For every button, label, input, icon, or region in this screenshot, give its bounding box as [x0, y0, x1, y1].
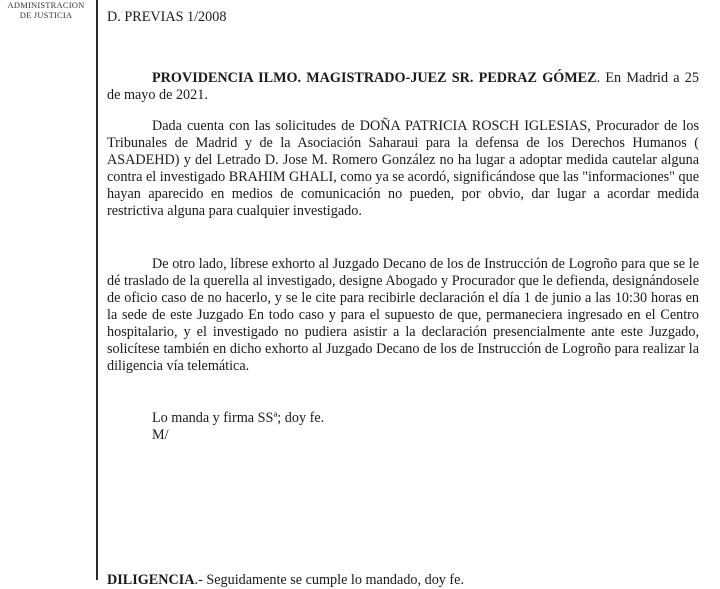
- diligencia-line: [107, 572, 699, 589]
- providencia-heading: PROVIDENCIA ILMO. MAGISTRADO-JUEZ SR. PEDRAZ GÓMEZ: [152, 70, 597, 86]
- paragraph-exhorto: [107, 256, 699, 375]
- case-number: D. PREVIAS 1/2008: [107, 9, 227, 25]
- closing-block: [152, 410, 552, 444]
- closing-line: Lo manda y firma SSª; doy fe.: [152, 410, 325, 426]
- providencia-paragraph: [107, 70, 699, 104]
- diligencia-text: .- Seguidamente se cumple lo mandado, doy fe.: [194, 572, 465, 588]
- signature-mark: M/: [152, 427, 169, 443]
- paragraph-solicitudes: [107, 118, 699, 220]
- org-line-1: ADMINISTRACION: [7, 0, 85, 10]
- org-line-2: DE JUSTICIA: [19, 10, 73, 20]
- paragraph-solicitudes-text: Dada cuenta con las solicitudes de DOÑA PATRICIA ROSCH IGLESIAS, Procurador de los Tribunales de Madrid y de la Asociación Saharaui para la defensa de los Derechos Humanos ( ASADEHD) y del Letrado D. Jose M. Romero González no ha lugar a adoptar medida cautelar alguna contra el investigado BRAHIM GHALI, como ya se acordó, significándose que las "informaciones" que hayan aparecido en medios de comunicación no pueden, por obvio, dar lugar a acordar medida restrictiva alguna para cualquier investigado.: [107, 118, 699, 219]
- paragraph-exhorto-text: De otro lado, líbrese exhorto al Juzgado Decano de los de Instrucción de Logroño para que se le dé traslado de la querella al investigado, designe Abogado y Procurador que le defienda, designándosele de oficio caso de no hacerlo, y se le cite para recibirle declaración el día 1 de junio a las 10:30 horas en la sede de este Juzgado En todo caso y para el supuesto de que, permaneciera ingresado en el Centro hospitalario, y el investigado no pudiera asistir a la declaración presencialmente ante este Juzgado, solicítese también en dicho exhorto al Juzgado Decano de los de Instrucción de Logroño para realizar la diligencia vía telemática.: [107, 256, 699, 374]
- court-administration-header: [0, 0, 92, 20]
- providencia-date: . En Madrid a 25 de mayo de 2021.: [107, 70, 699, 103]
- diligencia-heading: DILIGENCIA: [107, 572, 195, 588]
- margin-rule: [96, 0, 98, 580]
